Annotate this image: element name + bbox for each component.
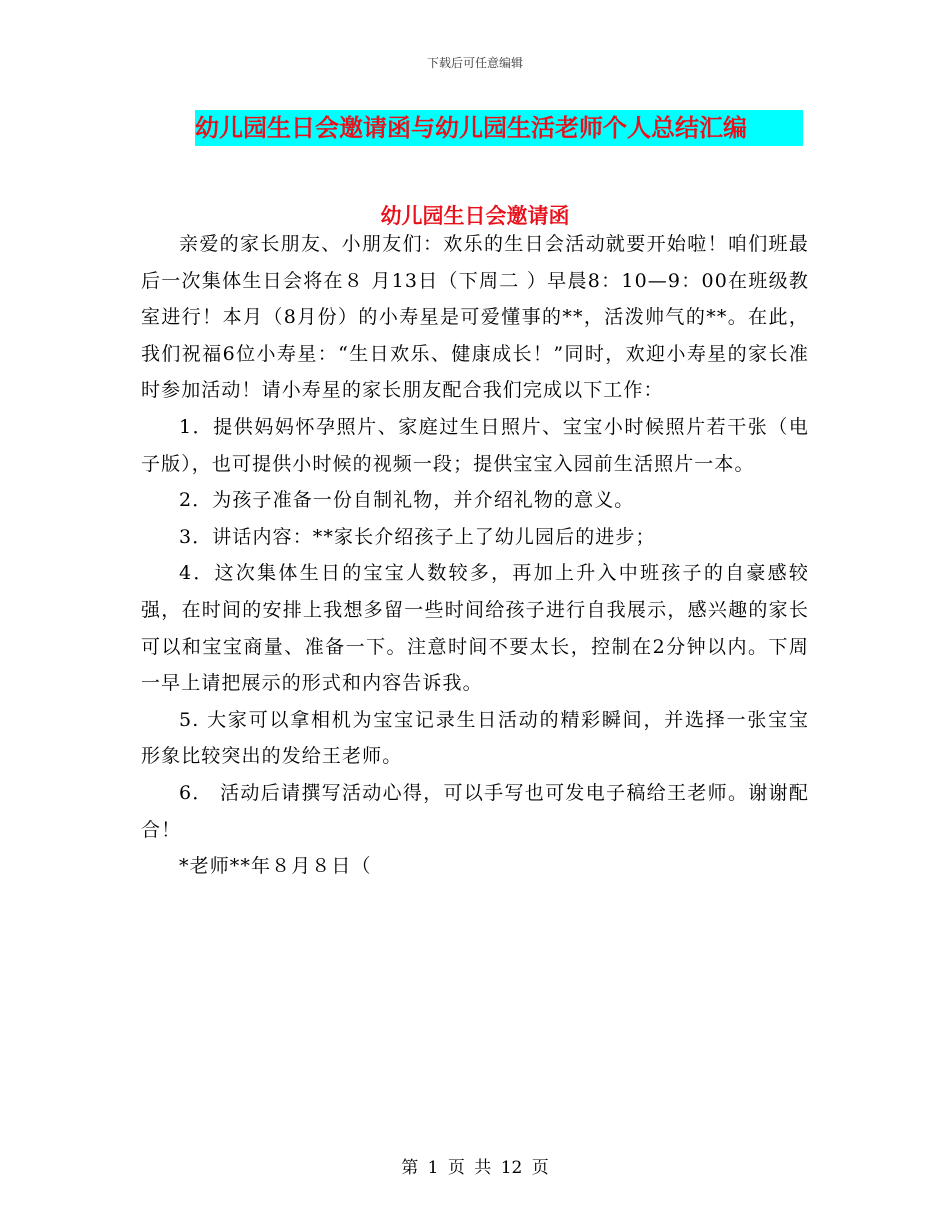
paragraph-signature: *老师**年８月８日（ bbox=[179, 855, 372, 878]
document-title: 幼儿园生日会邀请函与幼儿园生活老师个人总结汇编 bbox=[195, 113, 747, 142]
paragraph-item-1: 1．提供妈妈怀孕照片、家庭过生日照片、宝宝小时候照片若干张（电子版），也可提供小时候的视频一段；提供宝宝入园前生活照片一本。 bbox=[141, 415, 809, 475]
paragraph-intro: 亲爱的家长朋友、小朋友们：欢乐的生日会活动就要开始啦！咱们班最后一次集体生日会将在８ 月13日（下周二 ）早晨8：10—9：00在班级教室进行！本月（8月份）的小寿星是可爱懂事的**，活泼帅气的**。在此，我们祝福6位小寿星：“生日欢乐、健康成长！”同时，欢迎小寿星的家长准时参加活动！请小寿星的家长朋友配合我们完成以下工作： bbox=[141, 233, 809, 402]
paragraph-item-3: 3．讲话内容：**家长介绍孩子上了幼儿园后的进步； bbox=[179, 525, 656, 548]
paragraph-item-2: 2．为孩子准备一份自制礼物，并介绍礼物的意义。 bbox=[179, 489, 635, 512]
paragraph-item-4: 4．这次集体生日的宝宝人数较多，再加上升入中班孩子的自豪感较强，在时间的安排上我想多留一些时间给孩子进行自我展示，感兴趣的家长可以和宝宝商量、准备一下。注意时间不要太长，控制在2分钟以内。下周一早上请把展示的形式和内容告诉我。 bbox=[141, 562, 809, 695]
paragraph-item-5: 5. 大家可以拿相机为宝宝记录生日活动的精彩瞬间，并选择一张宝宝形象比较突出的发给王老师。 bbox=[141, 708, 809, 768]
paragraph-item-6: 6． 活动后请撰写活动心得，可以手写也可发电子稿给王老师。谢谢配合！ bbox=[141, 781, 809, 841]
document-title-highlight bbox=[195, 110, 803, 146]
page-header-note: 下载后可任意编辑 bbox=[426, 56, 523, 70]
page-footer-pagination: 第 1 页 共 12 页 bbox=[401, 1158, 549, 1178]
section-title: 幼儿园生日会邀请函 bbox=[380, 203, 570, 228]
document-body bbox=[141, 226, 809, 885]
